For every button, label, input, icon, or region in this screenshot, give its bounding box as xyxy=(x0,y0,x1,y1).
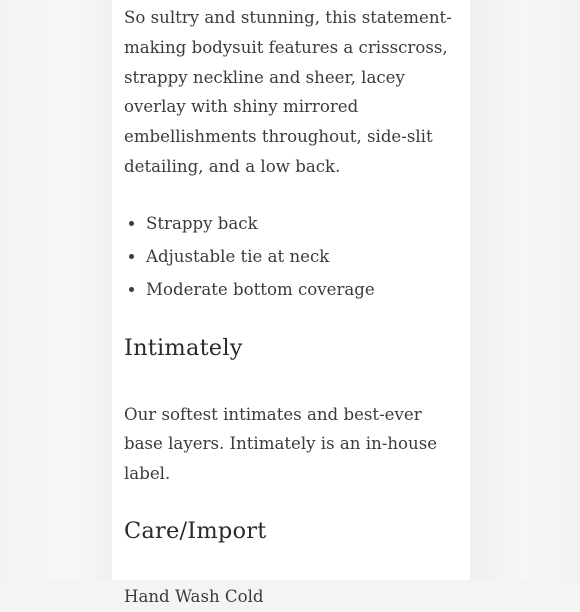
brand-description: Our softest intimates and best-ever base layers. Intimately is an in-house label. xyxy=(124,404,438,484)
product-description: So sultry and stunning, this statement-making bodysuit features a crisscross, strappy neckline and sheer, lacey overlay with shiny mirrored embellishments throughout, side-slit detailing, and a low back. xyxy=(124,8,452,176)
care-heading: Care/Import xyxy=(124,518,267,545)
feature-item: • Strappy back xyxy=(146,207,458,240)
feature-list xyxy=(124,207,458,307)
background-left xyxy=(0,0,112,580)
care-instructions: Hand Wash Cold xyxy=(124,587,264,607)
feature-item: • Moderate bottom coverage xyxy=(146,273,458,306)
feature-item: • Adjustable tie at neck xyxy=(146,240,458,273)
product-details-panel xyxy=(112,0,470,607)
background-right xyxy=(470,0,580,580)
brand-heading: Intimately xyxy=(124,334,243,361)
